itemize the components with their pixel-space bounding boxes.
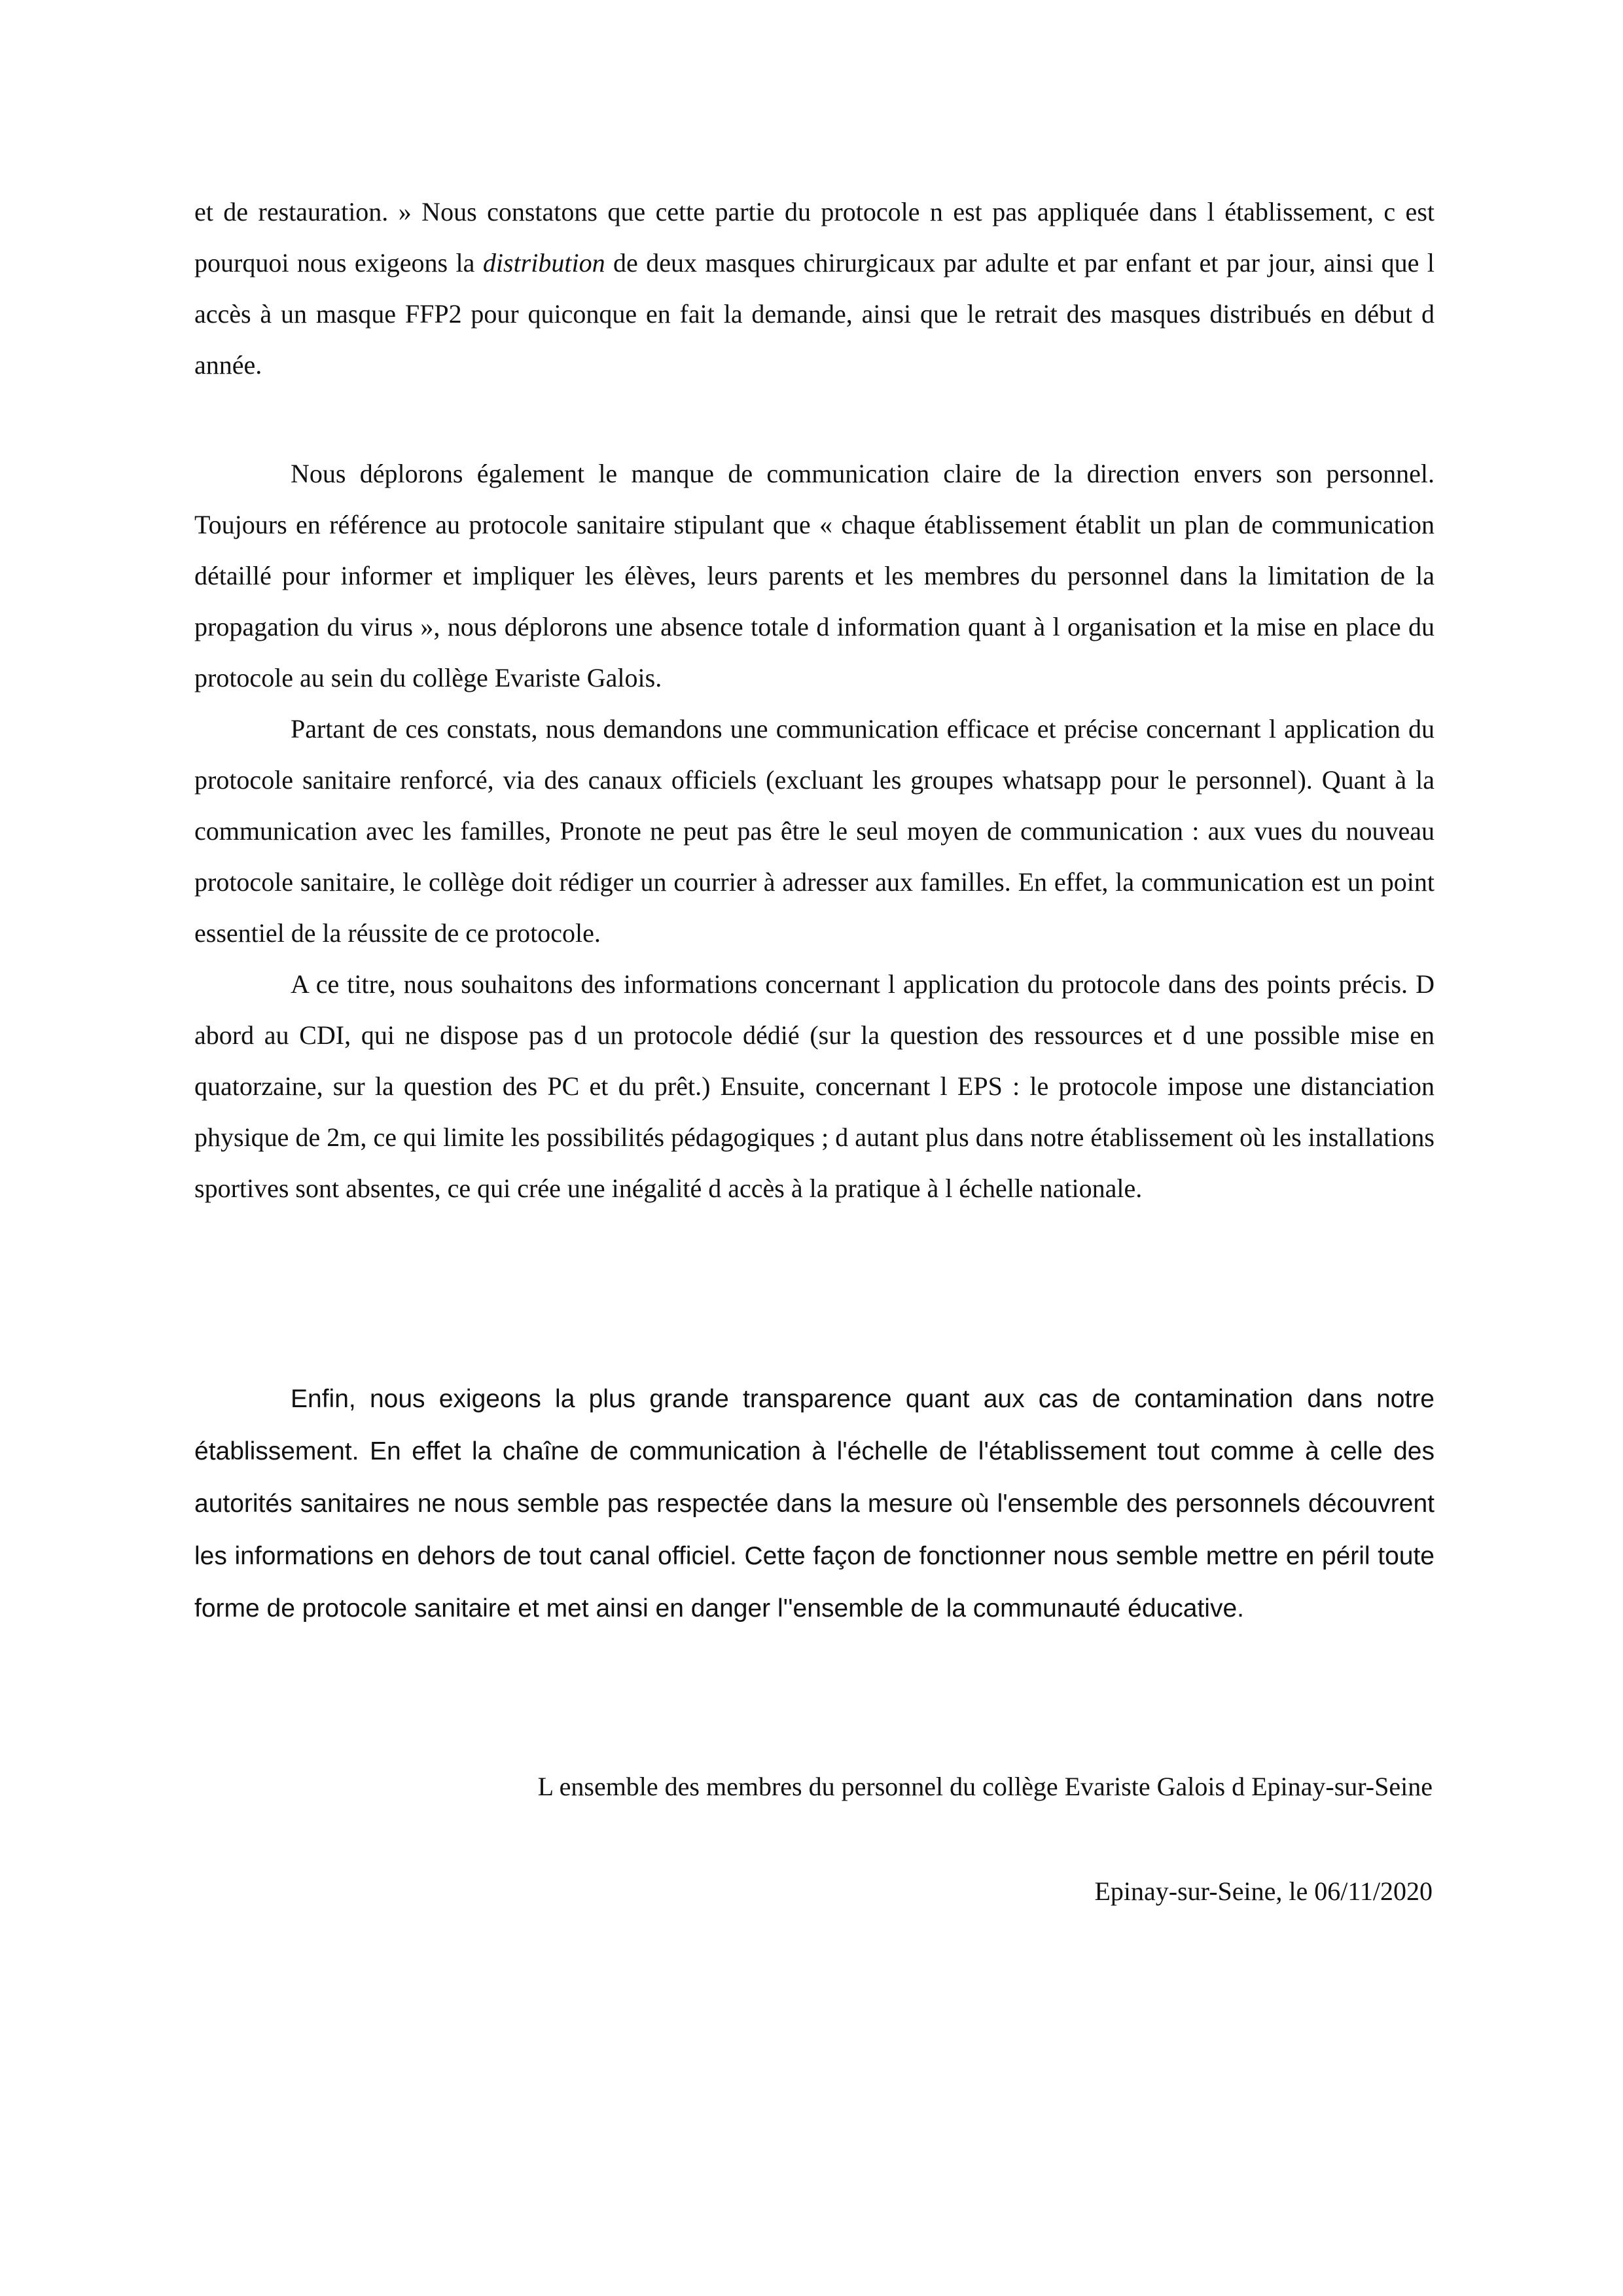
paragraph-constats: Partant de ces constats, nous demandons une communication efficace et précise concernant l application du protocole sanitaire renforcé, via des canaux officiels (excluant les groupes whatsapp pour le personnel). Quant à la communication avec les familles, Pronote ne peut pas être le seul moyen de communication : aux vues du nouveau protocole sanitaire, le collège doit rédiger un courrier à adresser aux familles. En effet, la communication est un point essentiel de la réussite de ce protocole.	[194, 714, 1435, 948]
paragraph-text-part2: de deux masques chirurgicaux par adulte et par enfant et par jour, ainsi que l accès à un masque FFP2 pour quiconque en fait la demande, ainsi que le retrait des masques distribués en début d année.	[194, 248, 1435, 380]
paragraph-transparence-block	[194, 1373, 1435, 1635]
signature-line: L ensemble des membres du personnel du collège Evariste Galois d Epinay-sur-Seine	[537, 1772, 1433, 1801]
paragraph-informations: A ce titre, nous souhaitons des informations concernant l application du protocole dans des points précis. D abord au CDI, qui ne dispose pas d un protocole dédié (sur la question des ressources et d une possible mise en quatorzaine, sur la question des PC et du prêt.) Ensuite, concernant l EPS : le protocole impose une distanciation physique de 2m, ce qui limite les possibilités pédagogiques ; d autant plus dans notre établissement où les installations sportives sont absentes, ce qui crée une inégalité d accès à la pratique à l échelle nationale.	[194, 969, 1435, 1203]
emphasis-distribution: distribution	[482, 248, 605, 278]
date-line: Epinay-sur-Seine, le 06/11/2020	[1094, 1876, 1433, 1906]
paragraph-restauration	[194, 187, 1435, 391]
paragraph-transparence: Enfin, nous exigeons la plus grande transparence quant aux cas de contamination dans notre établissement. En effet la chaîne de communication à l'échelle de l'établissement tout comme à celle des autorités sanitaires ne nous semble pas respectée dans la mesure où l'ensemble des personnels découvrent les informations en dehors de tout canal officiel. Cette façon de fonctionner nous semble mettre en péril toute forme de protocole sanitaire et met ainsi en danger l''ensemble de la communauté éducative.	[194, 1385, 1435, 1623]
paragraph-communication: Nous déplorons également le manque de communication claire de la direction envers son personnel. Toujours en référence au protocole sanitaire stipulant que « chaque établissement établit un plan de communication détaillé pour informer et impliquer les élèves, leurs parents et les membres du personnel dans la limitation de la propagation du virus », nous déplorons une absence totale d information quant à l organisation et la mise en place du protocole au sein du collège Evariste Galois.	[194, 459, 1435, 692]
paragraph-group-communication	[194, 448, 1435, 1214]
paragraph-text	[194, 187, 1435, 391]
paragraph-text-part1: et de restauration. » Nous constatons que cette partie du protocole n est pas appliquée dans l établissement, c est pourquoi nous exigeons la	[194, 197, 1435, 278]
